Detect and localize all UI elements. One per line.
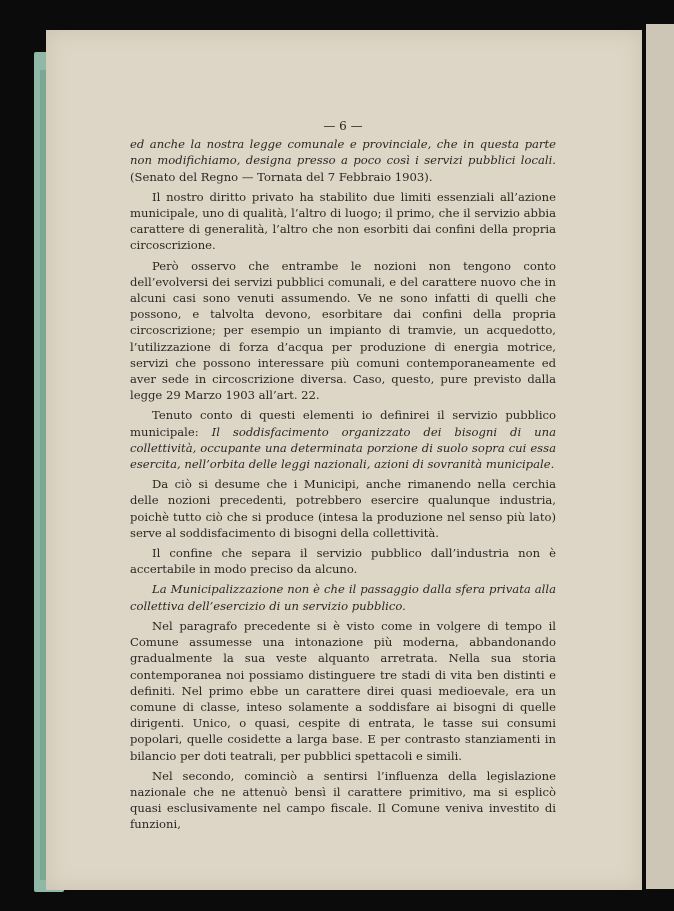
paragraph-container — [130, 136, 556, 832]
page-text-block — [130, 118, 556, 837]
paragraph — [130, 768, 556, 833]
text-run: Da ciò si desume che i Municipi, anche rimanendo nella cerchia delle nozioni precedenti, potrebbero esercire qualunque industria, poichè tutto ciò che si produce (intesa la produzione nel senso più lato) serve al soddisfacimento di bisogni della collettività. — [130, 477, 556, 540]
text-run: Il confine che separa il servizio pubblico dall’industria non è accertabile in modo preciso da alcuno. — [130, 546, 556, 577]
paragraph — [130, 258, 556, 404]
paragraph — [130, 189, 556, 254]
text-run: Il nostro diritto privato ha stabilito due limiti essenziali all’azione municipale, uno di qualità, l’altro di luogo; il primo, che il servizio abbia carattere di generalità, l’altro che non esorbiti dai confini della propria circoscrizione. — [130, 189, 556, 253]
page-number: — 6 — — [323, 119, 363, 133]
italic-text: Il soddisfacimento organizzato dei bisogni di una collettività, occupante una determinata porzione di suolo sopra cui essa esercita, nell’orbita delle leggi nazionali, azioni di sovranità municipale. — [130, 424, 556, 472]
text-run: Nel paragrafo precedente si è visto come in volgere di tempo il Comune assumesse una intonazione più moderna, abbandonando gradualmente la sua veste alquanto arretrata. Nella sua storia contemporanea noi possiamo distinguere tre stadi di vita ben distinti e definiti. Nel primo ebbe un carattere direi quasi medioevale, era un comune di classe, inteso solamente a soddisfare ai bisogni di quelle dirigenti. Unico, o quasi, cespite di entrata, le tasse sui consumi popolari, quelle cosidette a larga base. E per contrasto stanziamenti in bilancio per doti teatrali, per pubblici spettacoli e simili. — [130, 618, 556, 763]
paragraph — [130, 136, 556, 185]
paragraph — [130, 476, 556, 541]
adjacent-page-edge — [646, 24, 674, 889]
text-run: Però osservo che entrambe le nozioni non tengono conto dell’evolversi dei servizi pubblici comunali, e del carattere nuovo che in alcuni casi sono venuti assumendo. Ve ne sono infatti di quelli che possono, e talvolta devono, esorbitare dai confini della propria circoscrizione; per esempio un impianto di tramvie, un acquedotto, l’utilizzazione di forza d’acqua per produzione di energia motrice, servizi che possono interessare più comuni contemporaneamente ed aver sede in circoscrizione diversa. Caso, questo, pure previsto dalla legge 29 Marzo 1903 all’art. 22. — [130, 258, 556, 403]
text-run: Nel secondo, cominciò a sentirsi l’influenza della legislazione nazionale che ne attenuò bensì il carattere primitivo, ma si esplicò quasi esclusivamente nel campo fiscale. Il Comune veniva investito di funzioni, — [130, 768, 556, 832]
italic-text: ed anche la nostra legge comunale e provinciale, che in questa parte non modifichiamo, designa presso a poco così i servizi pubblici locali. — [130, 137, 556, 168]
paragraph — [130, 618, 556, 764]
paragraph — [130, 545, 556, 577]
text-run: (Senato del Regno — Tornata del 7 Febbraio 1903). — [130, 169, 433, 184]
text-run: Tenuto conto di questi elementi io definirei il servizio pubblico municipale: — [130, 408, 556, 439]
italic-text: La Municipalizzazione non è che il passaggio dalla sfera privata alla collettiva dell’esercizio di un servizio pubblico. — [130, 582, 556, 613]
paragraph — [130, 407, 556, 472]
paragraph — [130, 581, 556, 613]
